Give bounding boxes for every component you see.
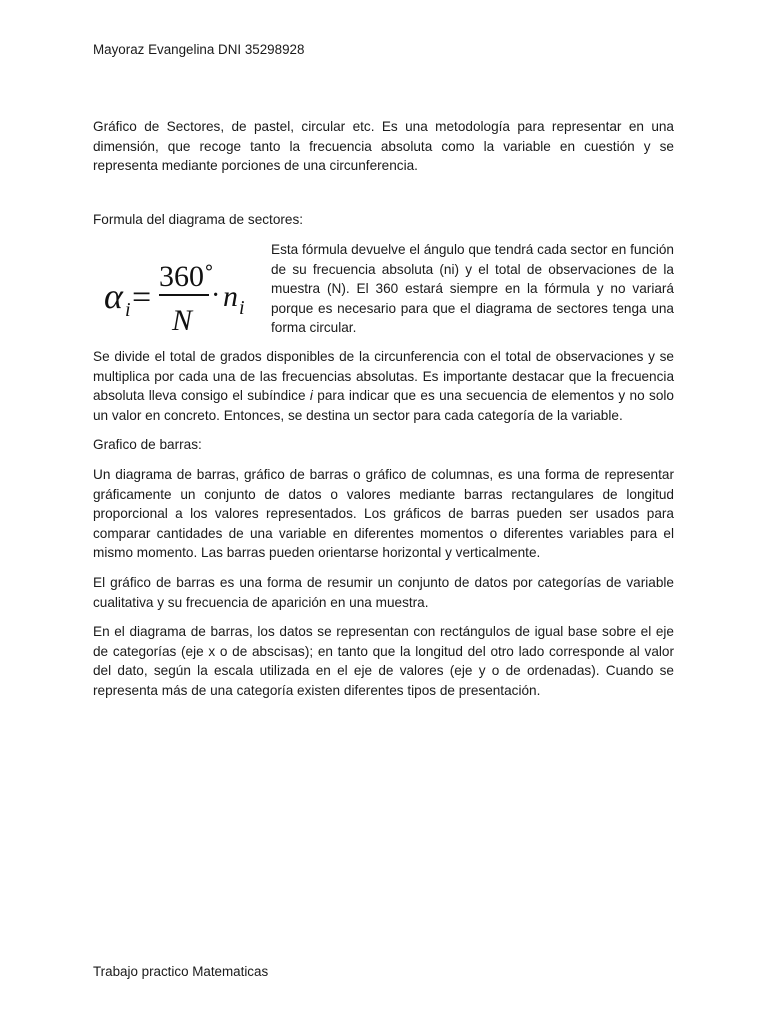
divide-text-part1: Se divide el total de grados disponibles de la circunferencia con el total de observaciones y se multiplica por cada una de las frecuencias absolutas. Es importante destacar que la frecuencia absoluta lleva consigo el subíndice: [93, 349, 674, 404]
sector-angle-formula: [100, 256, 260, 336]
intro-paragraph: Gráfico de Sectores, de pastel, circular etc. Es una metodología para representar en una dimensión, que recoge tanto la frecuencia absoluta como la variable en cuestión y se representa mediante porciones de una circunferencia.: [93, 119, 674, 174]
bar-paragraph-3: En el diagrama de barras, los datos se representan con rectángulos de igual base sobre el eje de categorías (eje x o de abscisas); en tanto que la longitud del otro lado corresponde al valor del dato, según la escala utilizada en el eje de valores (eje y o de ordenadas). Cuando se representa más de una categoría existen diferentes tipos de presentación.: [93, 624, 674, 698]
page-footer: Trabajo practico Matematicas: [93, 964, 269, 979]
divide-italic-index: i: [309, 388, 313, 404]
divide-paragraph: [93, 347, 674, 425]
formula-alpha-index: i: [125, 299, 131, 321]
body-content: [93, 347, 674, 711]
bar-paragraph-1: Un diagrama de barras, gráfico de barras o gráfico de columnas, es una forma de representar gráficamente un conjunto de datos o valores mediante barras rectangulares de longitud proporcional a los valores representados. Los gráficos de barras pueden ser usados para comparar cantidades de una variable en diferentes momentos o diferentes variables para el mismo momento. Las barras pueden orientarse horizontal y verticalmente.: [93, 466, 674, 561]
formula-description: Esta fórmula devuelve el ángulo que tendrá cada sector en función de su frecuencia absoluta (ni) y el total de observaciones de la muestra (N). El 360 estará siempre en la fórmula y no variará porque es necesario para que el diagrama de sectores tenga una forma circular.: [271, 242, 674, 336]
page-header: Mayoraz Evangelina DNI 35298928: [93, 42, 305, 57]
bar-section-title: Grafico de barras:: [93, 437, 202, 453]
formula-fraction-bar: [159, 294, 209, 296]
formula-section-title: Formula del diagrama de sectores:: [93, 212, 304, 227]
divide-text-part2: para indicar que es una secuencia de elementos y no solo un valor en concreto. Entonces, se destina un sector para cada categoría de la variable.: [93, 388, 674, 423]
formula-dot: ·: [211, 280, 221, 311]
formula-denominator: N: [172, 304, 193, 336]
formula-n: n: [223, 280, 238, 313]
bar-paragraph-2: El gráfico de barras es una forma de resumir un conjunto de datos por categorías de variable cualitativa y su frecuencia de aparición en una muestra.: [93, 574, 674, 610]
formula-alpha: α: [104, 276, 123, 316]
formula-n-index: i: [239, 297, 245, 319]
formula-equals: =: [132, 279, 152, 316]
formula-numerator: 360˚: [159, 260, 214, 293]
formula-graphic: [100, 256, 260, 336]
